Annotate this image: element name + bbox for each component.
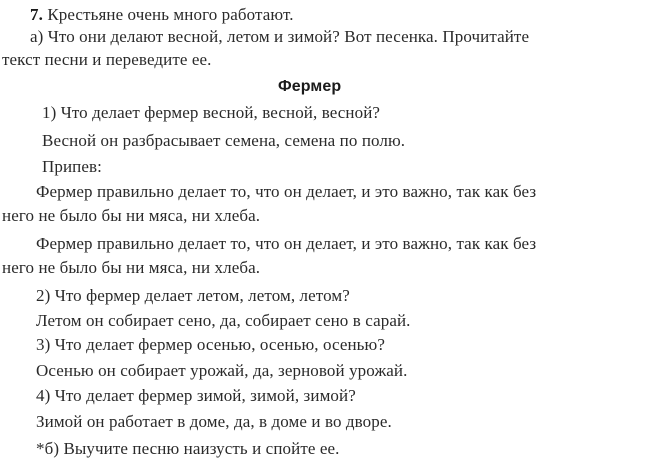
chorus-2-line-1: Фермер правильно делает то, что он делает, и это важно, так как без (36, 234, 537, 253)
part-a-line-1: а) Что они делают весной, летом и зимой? Вот песенка. Прочитайте (30, 27, 530, 46)
verse-1-question: 1) Что делает фермер весной, весной, весной? (42, 103, 381, 122)
verse-2-question: 2) Что фермер делает летом, летом, летом? (36, 286, 350, 305)
task-number: 7. (30, 5, 43, 24)
chorus-1-line-1: Фермер правильно делает то, что он делает, и это важно, так как без (36, 182, 537, 201)
verse-1-answer: Весной он разбрасывает семена, семена по полю. (42, 131, 406, 150)
task-heading-line (30, 5, 294, 25)
verse-4-answer: Зимой он работает в доме, да, в доме и во дворе. (36, 412, 392, 431)
verse-4-question: 4) Что делает фермер зимой, зимой, зимой? (36, 386, 356, 405)
verse-3-question: 3) Что делает фермер осенью, осенью, осенью? (36, 335, 385, 354)
part-b-instruction: *б) Выучите песню наизусть и спойте ее. (36, 439, 340, 458)
verse-2-answer: Летом он собирает сено, да, собирает сено в сарай. (36, 311, 411, 330)
chorus-label: Припев: (42, 157, 102, 176)
verse-3-answer: Осенью он собирает урожай, да, зерновой урожай. (36, 361, 408, 380)
part-a-line-2: текст песни и переведите ее. (2, 50, 212, 69)
chorus-2-line-2: него не было бы ни мяса, ни хлеба. (2, 258, 261, 277)
song-title: Фермер (278, 78, 342, 95)
chorus-1-line-2: него не было бы ни мяса, ни хлеба. (2, 206, 261, 225)
task-heading: Крестьяне очень много работают. (47, 5, 294, 24)
